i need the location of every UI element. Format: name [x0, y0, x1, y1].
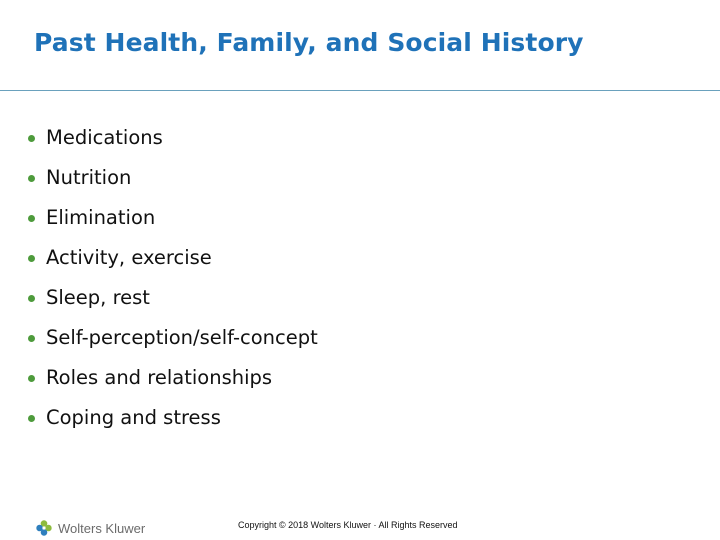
bullet-text: Elimination: [46, 206, 156, 229]
bullet-text: Nutrition: [46, 166, 132, 189]
wolters-kluwer-logo-icon: [35, 519, 53, 537]
title-divider: [0, 90, 720, 91]
bullet-dot-icon: [28, 175, 35, 182]
bullet-dot-icon: [28, 135, 35, 142]
bullet-item: [28, 124, 318, 164]
bullet-item: [28, 324, 318, 364]
bullet-dot-icon: [28, 335, 35, 342]
bullet-dot-icon: [28, 215, 35, 222]
bullet-text: Medications: [46, 126, 163, 149]
bullet-item: [28, 364, 318, 404]
bullet-item: [28, 204, 318, 244]
bullet-item: [28, 404, 318, 444]
bullet-dot-icon: [28, 295, 35, 302]
logo-text: Wolters Kluwer: [58, 520, 146, 536]
bullet-text: Roles and relationships: [46, 366, 273, 389]
bullet-text: Self-perception/self-concept: [46, 326, 318, 349]
bullet-dot-icon: [28, 255, 35, 262]
bullet-text: Sleep, rest: [46, 286, 150, 309]
slide-title: Past Health, Family, and Social History: [34, 28, 584, 57]
bullet-text: Coping and stress: [46, 406, 221, 429]
copyright-text: Copyright © 2018 Wolters Kluwer · All Rights Reserved: [238, 520, 458, 530]
bullet-dot-icon: [28, 415, 35, 422]
footer-logo: [35, 519, 145, 537]
bullet-item: [28, 164, 318, 204]
bullet-text: Activity, exercise: [46, 246, 212, 269]
bullet-list: [28, 124, 318, 444]
bullet-item: [28, 284, 318, 324]
bullet-dot-icon: [28, 375, 35, 382]
bullet-item: [28, 244, 318, 284]
